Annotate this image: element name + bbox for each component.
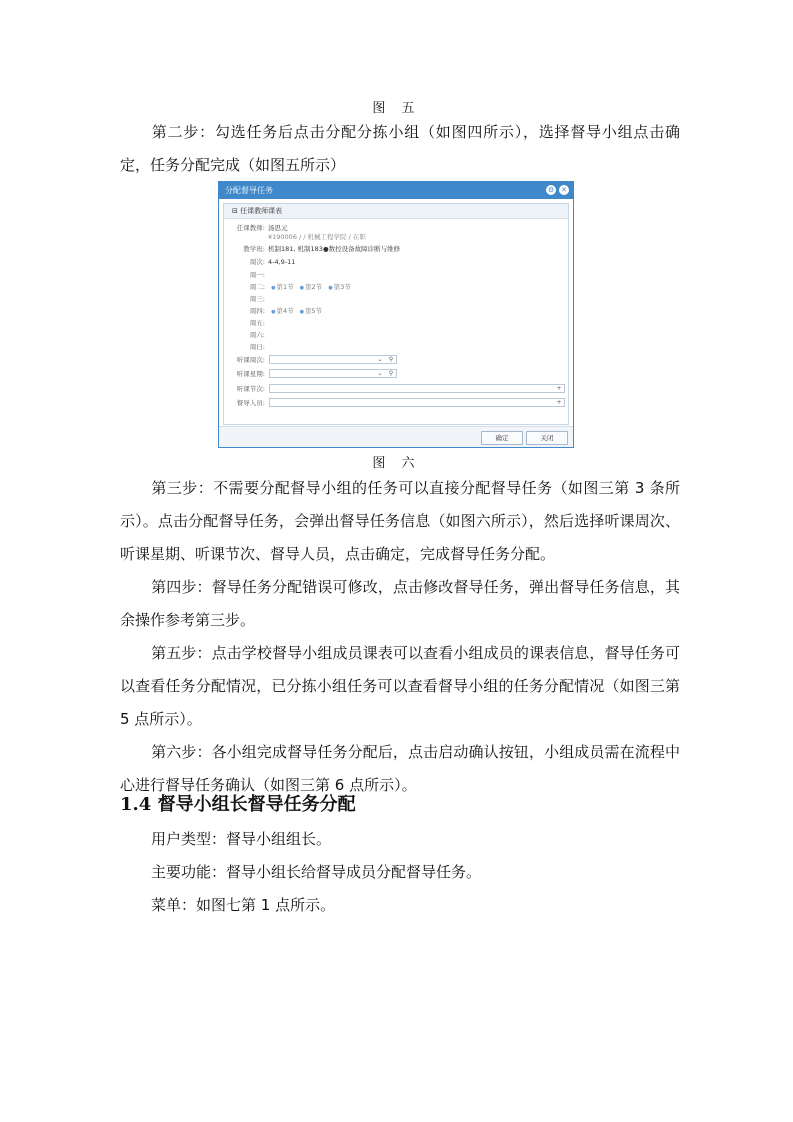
day-row-sun: 周日: (249, 343, 265, 351)
figure-caption-5: 图 五 (372, 101, 421, 116)
teacher-name: 汤思元 (268, 224, 288, 232)
weeks-row: 周次: 4-4,9-11 (249, 258, 296, 266)
supervisor-label: 督导人员: (236, 399, 265, 407)
supervisor-input[interactable] (269, 398, 565, 407)
paragraph-step5: 第五步：点击学校督导小组成员课表可以查看小组成员的课表信息，督导任务可以查看任务分配情况，已分拣小组任务可以查看督导小组的任务分配情况（如图三第 5 点所示）。 (120, 644, 680, 728)
paragraph-step3: 第三步：不需要分配督导小组的任务可以直接分配督导任务（如图三第 3 条所示）。点击分配督导任务，会弹出督导任务信息（如图六所示），然后选择听课周次、听课星期、听课节次、督导人员，点击确定，完成督导任务分配。 (120, 479, 680, 563)
section-heading: 1.4 督导小组长督导任务分配 (120, 794, 356, 815)
section-title: 任课教师课表 (240, 207, 283, 215)
dialog-title: 分配督导任务 (225, 186, 273, 195)
period-radio[interactable]: ● 第1节 (271, 282, 294, 291)
add-icon[interactable]: + (556, 399, 562, 406)
search-icon[interactable]: ⚲ (388, 356, 394, 363)
dialog-title-bar (219, 182, 573, 199)
close-button[interactable]: 关闭 (526, 431, 568, 445)
day-row-mon: 周一: (249, 271, 265, 279)
day-row-fri: 周五: (249, 319, 265, 327)
paragraph-usertype: 用户类型：督导小组组长。 (151, 830, 332, 848)
period-radio[interactable]: ● 第3节 (328, 282, 351, 291)
figure-caption-6: 图 六 (372, 456, 421, 471)
settings-icon[interactable]: ⚙ (547, 186, 555, 194)
paragraph-step6: 第六步：各小组完成督导任务分配后，点击启动确认按钮，小组成员需在流程中心进行督导任务确认（如图三第 6 点所示）。 (120, 743, 680, 794)
ok-button[interactable]: 确定 (481, 431, 523, 445)
weeks-value: 4-4,9-11 (268, 258, 296, 266)
close-icon[interactable]: ✕ (559, 185, 569, 195)
listen-weekday-select[interactable] (269, 369, 397, 378)
add-icon[interactable]: + (556, 385, 562, 392)
teacher-row: 任课教师: 汤思元 (236, 224, 288, 232)
listen-weekday-label: 听课星期: (236, 370, 265, 378)
section-header (224, 204, 568, 219)
search-icon[interactable]: ⚲ (388, 370, 394, 377)
paragraph-menu: 菜单：如图七第 1 点所示。 (151, 896, 336, 914)
paragraph-step4: 第四步：督导任务分配错误可修改，点击修改督导任务，弹出督导任务信息，其余操作参考第三步。 (120, 578, 680, 629)
day-row-tue: 周二: ● 第1节 ● 第2节 ● 第3节 (224, 282, 351, 291)
paragraph-step2: 第二步：勾选任务后点击分配分拣小组（如图四所示），选择督导小组点击确定，任务分配完成（如图五所示） (120, 123, 680, 174)
listen-week-select[interactable] (269, 355, 397, 364)
period-radio[interactable]: ● 第4节 (271, 306, 294, 315)
dialog-footer (219, 426, 573, 447)
chevron-down-icon[interactable]: ⌄ (377, 356, 383, 363)
class-value: 机制181, 机制183●数控设备故障诊断与维修 (268, 245, 401, 253)
teacher-info: ¥190006 / / 机械工程学院 / 在职 (268, 233, 366, 241)
day-row-thu: 周四: ● 第4节 ● 第5节 (224, 306, 322, 315)
dialog-body (223, 203, 569, 425)
paragraph-function: 主要功能：督导小组长给督导成员分配督导任务。 (151, 863, 482, 881)
listen-week-label: 听课周次: (236, 356, 265, 364)
assign-supervision-dialog (218, 181, 574, 448)
day-row-wed: 周三: (249, 295, 265, 303)
collapse-icon[interactable]: ⊟ (232, 207, 238, 215)
period-radio[interactable]: ● 第2节 (300, 282, 323, 291)
listen-period-input[interactable] (269, 384, 565, 393)
chevron-down-icon[interactable]: ⌄ (377, 370, 383, 377)
class-row: 教学班: 机制181, 机制183●数控设备故障诊断与维修 (243, 245, 401, 253)
day-row-sat: 周六: (249, 331, 265, 339)
listen-period-label: 听课节次: (236, 385, 265, 393)
period-radio[interactable]: ● 第5节 (300, 306, 323, 315)
